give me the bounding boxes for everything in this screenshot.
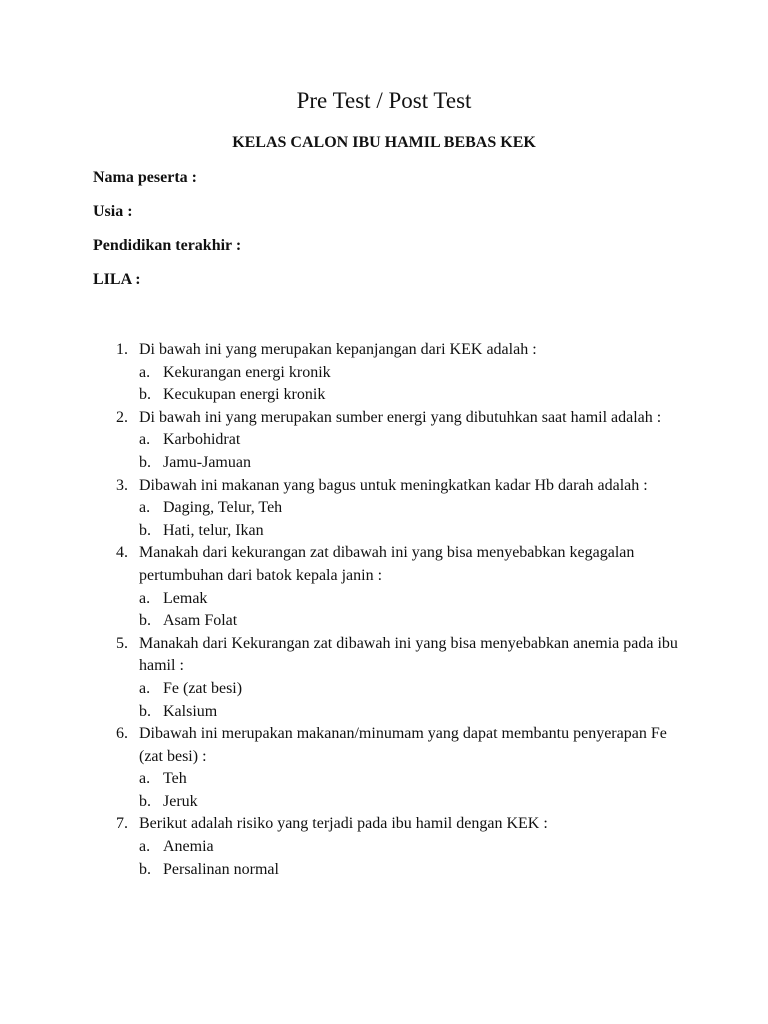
option-letter: a. xyxy=(139,431,151,449)
question-number: 7. xyxy=(116,815,128,833)
page-title: Pre Test / Post Test xyxy=(296,88,472,113)
question-number: 1. xyxy=(116,341,128,358)
option-text: Anemia xyxy=(163,838,214,856)
option-letter: a. xyxy=(139,679,151,697)
option-letter: a. xyxy=(139,838,151,856)
question-text: Berikut adalah risiko yang terjadi pada ibu hamil dengan KEK : xyxy=(139,815,548,833)
option-letter: b. xyxy=(139,453,151,471)
question-5 xyxy=(0,633,679,678)
option-text: Jamu-Jamuan xyxy=(163,453,251,471)
question-1-option-b xyxy=(0,384,768,407)
option-text: Jeruk xyxy=(163,792,198,810)
option-text: Kecukupan energi kronik xyxy=(163,386,326,404)
option-letter: b. xyxy=(139,612,151,630)
field-usia: Usia : xyxy=(93,203,133,220)
question-7-option-b xyxy=(0,859,768,882)
option-text: Hati, telur, Ikan xyxy=(163,521,264,539)
question-4 xyxy=(0,542,679,587)
question-4-option-b xyxy=(0,610,768,633)
option-text: Lemak xyxy=(163,589,208,607)
question-text: Manakah dari kekurangan zat dibawah ini yang bisa menyebabkan kegagalan pertumbuhan dari batok kepala janin : xyxy=(139,544,635,584)
question-4-option-a xyxy=(0,588,768,611)
option-text: Karbohidrat xyxy=(163,431,241,449)
question-1-option-a xyxy=(0,362,768,385)
option-text: Teh xyxy=(163,770,187,788)
participant-fields xyxy=(93,166,241,302)
question-2 xyxy=(0,407,679,430)
question-list xyxy=(0,339,768,881)
question-2-option-a xyxy=(0,429,768,452)
option-text: Fe (zat besi) xyxy=(163,679,243,697)
option-text: Daging, Telur, Teh xyxy=(163,499,283,517)
question-text: Dibawah ini makanan yang bagus untuk meningkatkan kadar Hb darah adalah : xyxy=(139,476,648,494)
option-letter: b. xyxy=(139,860,151,878)
question-2-option-b xyxy=(0,452,768,475)
question-5-option-a xyxy=(0,678,768,701)
question-6-option-a xyxy=(0,768,768,791)
option-letter: b. xyxy=(139,386,151,404)
question-text: Di bawah ini yang merupakan sumber energi yang dibutuhkan saat hamil adalah : xyxy=(139,408,662,426)
option-letter: b. xyxy=(139,521,151,539)
question-7 xyxy=(0,813,679,836)
question-7-option-a xyxy=(0,836,768,859)
question-text: Manakah dari Kekurangan zat dibawah ini yang bisa menyebabkan anemia pada ibu hamil : xyxy=(139,634,678,675)
option-text: Kekurangan energi kronik xyxy=(163,363,331,381)
question-6-option-b xyxy=(0,791,768,814)
question-number: 6. xyxy=(116,725,128,743)
option-letter: b. xyxy=(139,702,151,720)
question-number: 5. xyxy=(116,634,128,652)
field-lila: LILA : xyxy=(93,271,141,288)
field-pendidikan-terakhir: Pendidikan terakhir : xyxy=(93,237,242,254)
field-nama-peserta: Nama peserta : xyxy=(93,169,197,186)
option-letter: a. xyxy=(139,363,151,381)
page-subtitle: KELAS CALON IBU HAMIL BEBAS KEK xyxy=(232,134,536,151)
question-number: 4. xyxy=(116,544,128,562)
question-number: 2. xyxy=(116,408,128,426)
option-text: Asam Folat xyxy=(163,612,238,630)
question-5-option-b xyxy=(0,701,768,724)
option-letter: a. xyxy=(139,770,151,788)
question-6 xyxy=(0,723,679,768)
option-text: Kalsium xyxy=(163,702,218,720)
option-letter: a. xyxy=(139,589,151,607)
question-1 xyxy=(0,339,679,362)
option-letter: a. xyxy=(139,499,151,517)
question-3-option-b xyxy=(0,520,768,543)
question-text: Di bawah ini yang merupakan kepanjangan dari KEK adalah : xyxy=(139,341,537,358)
question-number: 3. xyxy=(116,476,128,494)
option-text: Persalinan normal xyxy=(163,860,279,878)
option-letter: b. xyxy=(139,792,151,810)
question-text: Dibawah ini merupakan makanan/minumam yang dapat membantu penyerapan Fe (zat besi) : xyxy=(139,725,667,765)
question-3 xyxy=(0,475,679,498)
question-3-option-a xyxy=(0,497,768,520)
